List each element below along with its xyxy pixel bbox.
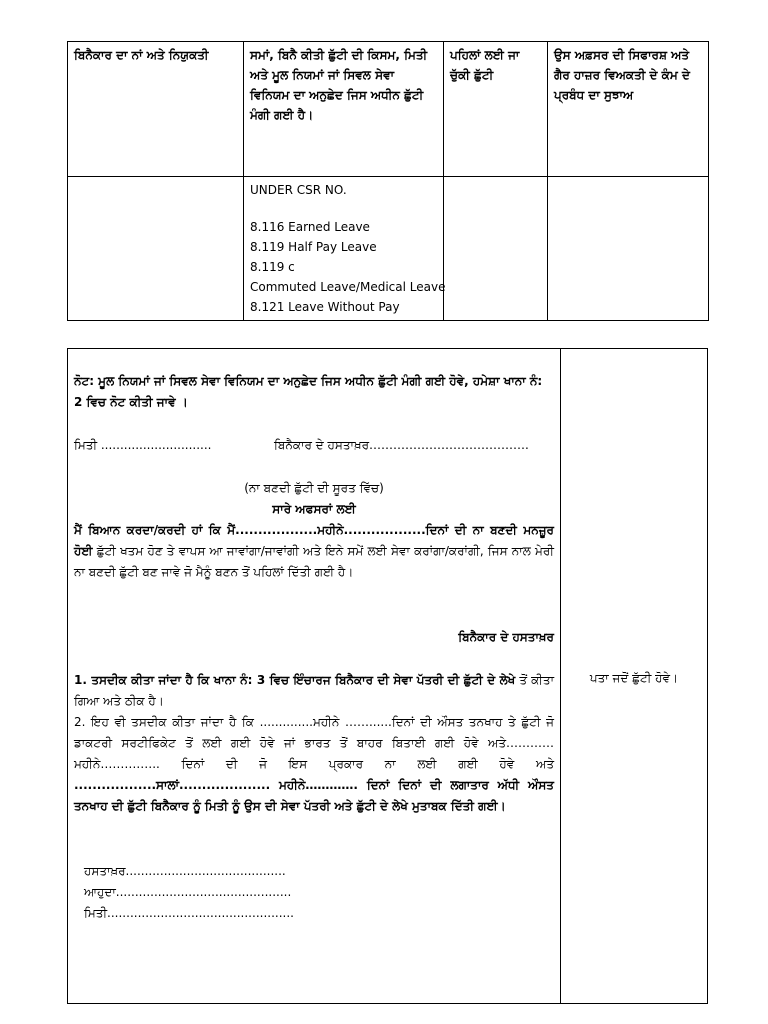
non-due-leave-heading: (ਨਾ ਬਣਦੀ ਛੁੱਟੀ ਦੀ ਸੂਰਤ ਵਿੱਚ) (244, 481, 384, 495)
declaration-bold: ਮੈਂ ਬਿਆਨ ਕਰਦਾ/ਕਰਦੀ ਹਾਂ ਕਿ ਮੈਂ..................ਮਹੀਨੇ..................ਦਿਨਾਂ ਦੀ ਨਾ ਬਣਦੀ ਮਨਜ਼ੂਰ ਹੋਈ (74, 523, 554, 558)
officer-signature-block (84, 861, 554, 924)
certificate-2-text: 2. ਇਹ ਵੀ ਤਸਦੀਕ ਕੀਤਾ ਜਾਂਦਾ ਹੈ ਕਿ ..............ਮਹੀਨੇ ……......ਦਿਨਾਂ ਦੀ ਔਸਤ ਤਨਖਾਹ ਤੇ ਛੁੱਟੀ ਜੋ ਡਾਕਟਰੀ ਸਰਟੀਫਿਕੇਟ ਤੋਂ ਲਈ ਗਈ ਹੋਵੇ ਜਾਂ ਭਾਰਤ ਤੋਂ ਬਾਹਰ ਬਿਤਾਈ ਗਈ ਹੋਵੇ ਅਤੇ…………ਮਹੀਨੇ……….….. ਦਿਨਾਂ ਦੀ ਜੋ ਇਸ ਪ੍ਰਕਾਰ ਨਾ ਲਈ ਗਈ ਹੋਵੇ ਅਤੇ (74, 715, 554, 771)
leave-taken-cell (444, 177, 548, 321)
header-applicant-name: ਬਿਨੈਕਾਰ ਦਾ ਨਾਂ ਅਤੇ ਨਿਯੁਕਤੀ (68, 42, 244, 177)
csr-line-earned-leave: 8.116 Earned Leave (250, 220, 370, 234)
csr-line-half-pay-leave: 8.119 Half Pay Leave (250, 240, 377, 254)
leave-details-table (67, 41, 709, 321)
applicant-signature-label: ਬਿਨੈਕਾਰ ਦੇ ਹਸਤਾਖ਼ਰ (458, 630, 554, 644)
header-leave-already-taken: ਪਹਿਲਾਂ ਲਈ ਜਾ ਚੁੱਕੀ ਛੁੱਟੀ (444, 42, 548, 177)
note-text: ਨੋਟ: ਮੂਲ ਨਿਯਮਾਂ ਜਾਂ ਸਿਵਲ ਸੇਵਾ ਵਿਨਿਯਮ ਦਾ ਅਨੁਛੇਦ ਜਿਸ ਅਧੀਨ ਛੁੱਟੀ ਮੰਗੀ ਗਈ ਹੋਵੇ, ਹਮੇਸ਼ਾ ਖਾਨਾ ਨੰ: 2 ਵਿਚ ਨੋਟ ਕੀਤੀ ਜਾਵੇ । (74, 374, 543, 409)
certificate-1-bold: 1. ਤਸਦੀਕ ਕੀਤਾ ਜਾਂਦਾ ਹੈ ਕਿ ਖਾਨਾ ਨੰ: 3 ਵਿਚ ਇੰਚਾਰਜ ਬਿਨੈਕਾਰ ਦੀ ਸੇਵਾ ਪੱਤਰੀ ਦੀ ਛੁੱਟੀ ਦੇ ਲੇਖੇ (74, 673, 516, 687)
table-header-row (68, 42, 709, 177)
csr-line-commuted-leave: Commuted Leave/Medical Leave (250, 280, 446, 294)
certificate-2 (74, 712, 554, 817)
certificate-1-rest: ਤੋਂ ਕੀਤਾ ਗਿਆ ਅਤੇ ਠੀਕ ਹੈ। (74, 673, 554, 708)
csr-title: UNDER CSR NO. (250, 183, 347, 197)
csr-line-8119c: 8.119 c (250, 260, 295, 274)
declaration-paragraph (74, 520, 554, 583)
officer-date-field: ਮਿਤੀ................................................. (84, 906, 294, 920)
officer-signature-field: ਹਸਤਾਖ਼ਰ.......................................... (84, 864, 286, 878)
declaration-rest: ਛੁੱਟੀ ਖਤਮ ਹੋਣ ਤੇ ਵਾਪਸ ਆ ਜਾਵਾਂਗਾ/ਜਾਵਾਂਗੀ ਅਤੇ ਇਨੇ ਸਮੇਂ ਲਈ ਸੇਵਾ ਕਰਾਂਗਾ/ਕਰਾਂਗੀ, ਜਿਸ ਨਾਲ ਮੇਰੀ ਨਾ ਬਣਦੀ ਛੁੱਟੀ ਬਣ ਜਾਵੇ ਜੋ ਮੈਨੂੰ ਬਣਨ ਤੋਂ ਪਹਿਲਾਂ ਦਿੱਤੀ ਗਈ ਹੈ। (74, 544, 554, 579)
certificate-2-bold: ..................ਸਾਲਾਂ.................... ਮਹੀਨੇ…………. ਦਿਨਾਂ ਦਿਨਾਂ ਦੀ ਲਗਾਤਾਰ ਅੱਧੀ ਔਸਤ ਤਨਖਾਹ ਦੀ ਛੁੱਟੀ ਬਿਨੈਕਾਰ ਨੂੰ ਮਿਤੀ ਨੂੰ ਉਸ ਦੀ ਸੇਵਾ ਪੱਤਰੀ ਅਤੇ ਛੁੱਟੀ ਦੇ ਲੇਖੇ ਮੁਤਾਬਕ ਦਿੱਤੀ ਗਈ। (74, 778, 554, 813)
declaration-table (67, 348, 708, 1004)
date-signature-row (74, 435, 554, 456)
table-row (68, 177, 709, 321)
header-officer-recommendation: ਉਸ ਅਫ਼ਸਰ ਦੀ ਸਿਫਾਰਸ਼ ਅਤੇ ਗੈਰ ਹਾਜ਼ਰ ਵਿਅਕਤੀ ਦੇ ਕੰਮ ਦੇ ਪ੍ਰਬੰਧ ਦਾ ਸੁਝਾਅ (548, 42, 709, 177)
applicant-name-cell (68, 177, 244, 321)
all-officers-heading: ਸਾਰੇ ਅਫਸਰਾਂ ਲਈ (272, 502, 356, 516)
address-during-leave-label: ਪਤਾ ਜਦੋਂ ਛੁੱਟੀ ਹੋਵੇ। (589, 671, 679, 685)
date-field: ਮਿਤੀ ............................. (74, 438, 212, 452)
header-leave-type-period: ਸਮਾਂ, ਬਿਨੈ ਕੀਤੀ ਛੁੱਟੀ ਦੀ ਕਿਸਮ, ਮਿਤੀ ਅਤੇ ਮੂਲ ਨਿਯਮਾਂ ਜਾਂ ਸਿਵਲ ਸੇਵਾ ਵਿਨਿਯਮ ਦਾ ਅਨੁਛੇਦ ਜਿਸ ਅਧੀਨ ਛੁੱਟੀ ਮੰਗੀ ਗਈ ਹੈ। (244, 42, 444, 177)
applicant-signature-field: ਬਿਨੈਕਾਰ ਦੇ ਹਸਤਾਖ਼ਰ…………………………………. (274, 438, 529, 452)
certificate-1 (74, 670, 554, 712)
declaration-cell (68, 349, 561, 1004)
officer-designation-field: ਆਹੁਦਾ.............................................. (84, 885, 292, 899)
recommendation-cell (548, 177, 709, 321)
address-during-leave-cell (561, 349, 708, 1004)
csr-rules-cell (244, 177, 444, 321)
csr-line-leave-without-pay: 8.121 Leave Without Pay (250, 300, 400, 314)
